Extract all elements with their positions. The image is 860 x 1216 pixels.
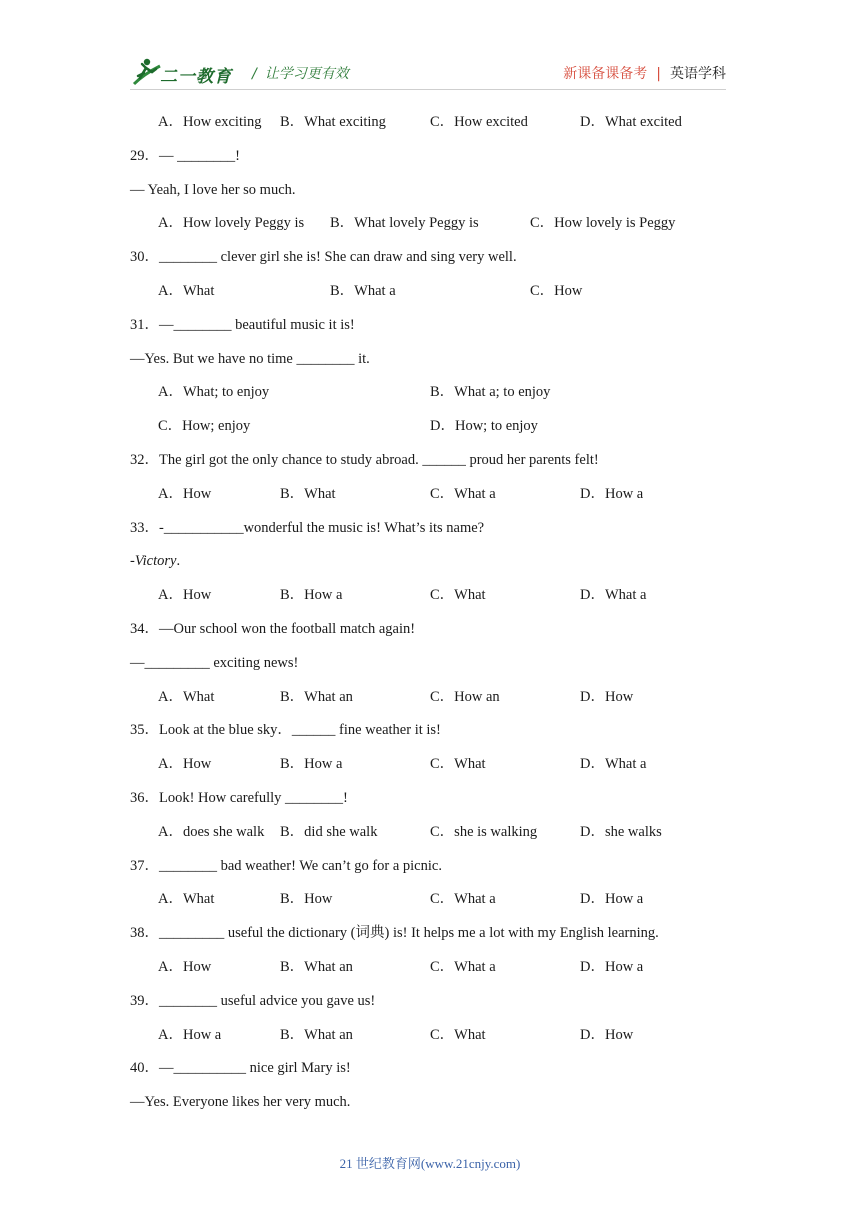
slogan: / 让学习更有效 xyxy=(252,66,349,82)
logo-text: 二一教育 xyxy=(160,67,232,87)
page-footer: 21 世纪教育网(www.21cnjy.com) xyxy=(339,1156,521,1171)
answer-option[interactable]: B．What an xyxy=(280,688,353,705)
runner-logo-icon xyxy=(130,56,164,90)
header-divider xyxy=(130,89,726,90)
answer-option[interactable]: A．How xyxy=(158,959,212,975)
question-stem: 34．—Our school won the football match again! xyxy=(130,621,416,637)
answer-option[interactable]: C．she is walking xyxy=(430,823,538,840)
answer-option[interactable]: D．How a xyxy=(580,485,644,502)
question-stem: 33．-___________wonderful the music is! What’s its name? xyxy=(130,519,485,536)
answer-option[interactable]: B．How a xyxy=(280,587,343,604)
answer-option[interactable]: A．How lovely Peggy is xyxy=(158,215,305,232)
question-dialogue-line: —Yes. Everyone likes her very much. xyxy=(130,1094,351,1111)
answer-option[interactable]: A．How a xyxy=(158,1026,222,1043)
header-course-label: 新课备课备考 xyxy=(563,66,648,82)
answer-option[interactable]: A．What; to enjoy xyxy=(158,384,270,401)
question-stem: 31．—________ beautiful music it is! xyxy=(130,316,355,333)
question-stem: 39．________ useful advice you gave us! xyxy=(130,992,376,1009)
question-dialogue-line: — Yeah, I love her so much. xyxy=(130,181,296,198)
question-dialogue-line: —Yes. But we have no time ________ it. xyxy=(130,350,370,367)
answer-option[interactable]: B．did she walk xyxy=(280,823,378,840)
answer-option[interactable]: A．How xyxy=(158,587,212,604)
question-dialogue-line: —_________ exciting news! xyxy=(130,654,299,671)
answer-option[interactable]: A．How xyxy=(158,756,212,773)
question-stem: 37．________ bad weather! We can’t go for a picnic. xyxy=(130,857,442,874)
answer-option[interactable]: C．What xyxy=(430,1026,486,1043)
answer-option[interactable]: D．How; to enjoy xyxy=(430,418,538,435)
answer-option[interactable]: B．What exciting xyxy=(280,114,386,130)
answer-option[interactable]: D．What a xyxy=(580,756,647,773)
answer-option[interactable]: D．How xyxy=(580,688,634,705)
answer-option[interactable]: A．How exciting xyxy=(158,114,262,130)
answer-option[interactable]: B．What an xyxy=(280,959,353,975)
answer-option[interactable]: D．How a xyxy=(580,959,644,975)
header-subject-label: 英语学科 xyxy=(670,66,726,82)
answer-option[interactable]: B．What a xyxy=(330,283,396,299)
question-stem: 30．________ clever girl she is! She can draw and sing very well. xyxy=(130,249,517,266)
answer-option[interactable]: B．What xyxy=(280,485,336,502)
answer-option[interactable]: C．How; enjoy xyxy=(158,418,251,435)
logo xyxy=(130,56,238,90)
page-header xyxy=(130,56,726,90)
answer-option[interactable]: B．What an xyxy=(280,1026,353,1043)
answer-option[interactable]: B．How xyxy=(280,891,333,908)
question-stem: 40．—__________ nice girl Mary is! xyxy=(130,1060,351,1077)
answer-option[interactable]: C．How lovely is Peggy xyxy=(530,215,676,232)
answer-option[interactable]: C．How excited xyxy=(430,114,528,130)
answer-option[interactable]: C．What a xyxy=(430,891,496,908)
answer-option[interactable]: C．What a xyxy=(430,485,496,502)
question-stem: 38．_________ useful the dictionary (词典) is! It helps me a lot with my English learning. xyxy=(130,925,659,942)
answer-option[interactable]: D．How a xyxy=(580,891,644,908)
answer-option[interactable]: B．What lovely Peggy is xyxy=(330,215,479,232)
answer-option[interactable]: A．does she walk xyxy=(158,823,265,840)
answer-option[interactable]: C．How xyxy=(530,283,583,299)
answer-option[interactable]: A．How xyxy=(158,485,212,502)
answer-option[interactable]: C．What xyxy=(430,587,486,604)
answer-option[interactable]: D．How xyxy=(580,1026,634,1043)
question-stem: 32．The girl got the only chance to study abroad. ______ proud her parents felt! xyxy=(130,452,599,468)
question-dialogue-line: -Victory. xyxy=(130,553,181,570)
header-right: 新课备课备考 | 英语学科 xyxy=(563,66,726,82)
question-stem: 29．— ________! xyxy=(130,147,240,164)
slogan-text: 让学习更有效 xyxy=(264,66,349,82)
answer-option[interactable]: A．What xyxy=(158,283,215,299)
answer-option[interactable]: B．What a; to enjoy xyxy=(430,384,551,401)
answer-option[interactable]: A．What xyxy=(158,891,215,908)
answer-option[interactable]: C．What a xyxy=(430,959,496,975)
answer-option[interactable]: A．What xyxy=(158,688,215,705)
question-stem: 35．Look at the blue sky．______ fine weather it is! xyxy=(130,722,441,739)
answer-option[interactable]: D．she walks xyxy=(580,823,662,840)
answer-option[interactable]: B．How a xyxy=(280,756,343,773)
answer-option[interactable]: D．What excited xyxy=(580,114,682,130)
answer-option[interactable]: D．What a xyxy=(580,587,647,604)
answer-option[interactable]: C．What xyxy=(430,756,486,773)
question-stem: 36．Look! How carefully ________! xyxy=(130,790,348,806)
answer-option[interactable]: C．How an xyxy=(430,688,500,705)
